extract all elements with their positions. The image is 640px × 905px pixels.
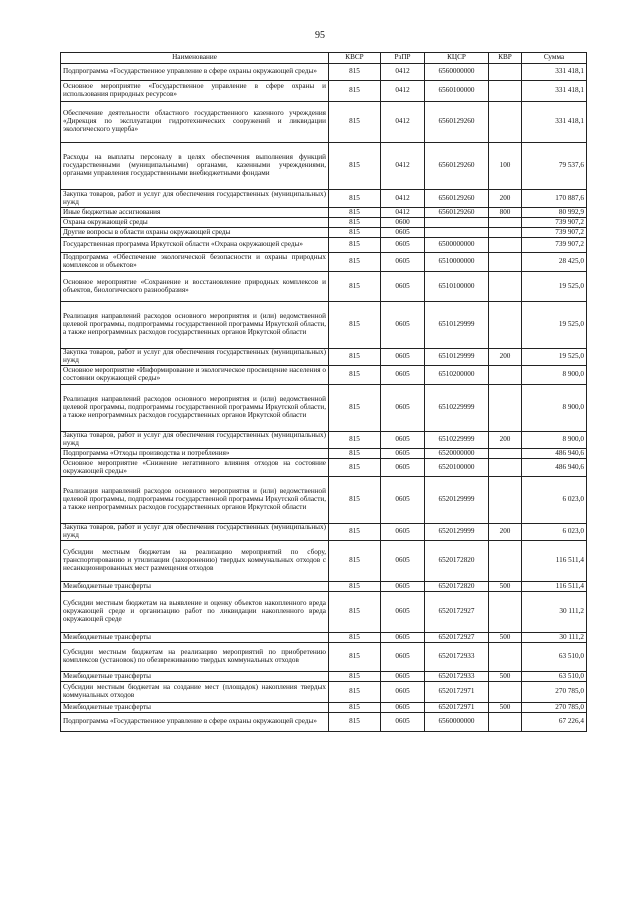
cell-name: Подпрограмма «Государственное управление в сфере охраны окружающей среды» [61,64,329,81]
cell-rzpr: 0605 [381,302,425,349]
cell-name: Иные бюджетные ассигнования [61,208,329,218]
cell-kvr [489,218,522,228]
budget-table [60,52,587,732]
cell-kvr [489,713,522,732]
cell-name: Субсидии местным бюджетам на реализацию мероприятий по приобретению комплексов (установок) по обезвреживанию твердых коммунальных отходов [61,643,329,672]
cell-kcsr: 6560129260 [425,102,489,143]
cell-kvsr: 815 [329,349,381,366]
cell-rzpr: 0605 [381,541,425,582]
cell-kvr: 200 [489,349,522,366]
cell-kvr [489,238,522,253]
header-rzpr: РзПР [381,53,425,64]
cell-kcsr: 6520172933 [425,643,489,672]
cell-name: Закупка товаров, работ и услуг для обеспечения государственных (муниципальных) нужд [61,190,329,208]
table-row [61,713,587,732]
cell-name: Реализация направлений расходов основного мероприятия и (или) ведомственной целевой программы, подпрограммы государственной программы Иркутской области, а также непрограммных расходов государственных органов Иркутской области [61,302,329,349]
cell-kcsr [425,228,489,238]
cell-name: Межбюджетные трансферты [61,582,329,592]
cell-kcsr: 6560000000 [425,64,489,81]
table-row [61,228,587,238]
cell-kvsr: 815 [329,643,381,672]
cell-sum: 270 785,0 [522,703,587,713]
table-row [61,81,587,102]
cell-kvsr: 815 [329,208,381,218]
cell-kvsr: 815 [329,524,381,541]
cell-rzpr: 0605 [381,385,425,432]
cell-rzpr: 0605 [381,672,425,682]
cell-kvr [489,541,522,582]
cell-kcsr: 6520172820 [425,541,489,582]
cell-kcsr: 6560000000 [425,713,489,732]
table-body [61,64,587,732]
cell-kvr [489,366,522,385]
cell-kvsr: 815 [329,143,381,190]
cell-sum: 19 525,0 [522,302,587,349]
cell-kvsr: 815 [329,633,381,643]
cell-kvsr: 815 [329,366,381,385]
cell-sum: 739 907,2 [522,218,587,228]
cell-rzpr: 0605 [381,524,425,541]
cell-name: Субсидии местным бюджетам на реализацию мероприятий по сбору, транспортированию и утилизации (захоронению) твердых коммунальных отходов с несанкционированных мест размещения отходов [61,541,329,582]
cell-sum: 63 510,0 [522,643,587,672]
table-row [61,102,587,143]
cell-rzpr: 0605 [381,477,425,524]
table-row [61,253,587,272]
cell-name: Подпрограмма «Государственное управление в сфере охраны окружающей среды» [61,713,329,732]
cell-kcsr: 6510229999 [425,432,489,449]
cell-sum: 486 940,6 [522,459,587,477]
cell-kvr: 800 [489,208,522,218]
cell-kvsr: 815 [329,102,381,143]
cell-kvr: 200 [489,190,522,208]
cell-sum: 170 887,6 [522,190,587,208]
cell-rzpr: 0605 [381,459,425,477]
table-row [61,682,587,703]
cell-kcsr: 6520000000 [425,449,489,459]
cell-sum: 739 907,2 [522,228,587,238]
table-row [61,64,587,81]
cell-kcsr: 6500000000 [425,238,489,253]
cell-rzpr: 0605 [381,703,425,713]
table-row [61,302,587,349]
cell-kcsr: 6520100000 [425,459,489,477]
cell-rzpr: 0605 [381,592,425,633]
table-row [61,208,587,218]
cell-kvr [489,253,522,272]
cell-sum: 67 226,4 [522,713,587,732]
table-row [61,366,587,385]
cell-kcsr: 6520129999 [425,477,489,524]
table-row [61,143,587,190]
table-row [61,541,587,582]
cell-kvsr: 815 [329,582,381,592]
cell-name: Закупка товаров, работ и услуг для обеспечения государственных (муниципальных) нужд [61,432,329,449]
cell-sum: 739 907,2 [522,238,587,253]
cell-sum: 331 418,1 [522,81,587,102]
cell-sum: 28 425,0 [522,253,587,272]
cell-kcsr: 6510100000 [425,272,489,302]
cell-kvsr: 815 [329,302,381,349]
cell-kvsr: 815 [329,432,381,449]
cell-name: Межбюджетные трансферты [61,672,329,682]
cell-rzpr: 0600 [381,218,425,228]
cell-kcsr [425,218,489,228]
cell-kvr: 500 [489,582,522,592]
cell-kvr [489,682,522,703]
header-kcsr: КЦСР [425,53,489,64]
cell-kvr [489,302,522,349]
header-sum: Сумма [522,53,587,64]
cell-sum: 6 023,0 [522,477,587,524]
cell-rzpr: 0412 [381,143,425,190]
cell-rzpr: 0412 [381,102,425,143]
cell-sum: 30 111,2 [522,592,587,633]
cell-kvr [489,449,522,459]
cell-name: Основное мероприятие «Информирование и экологическое просвещение населения о состоянии окружающей среды» [61,366,329,385]
cell-kcsr: 6510000000 [425,253,489,272]
cell-sum: 116 511,4 [522,541,587,582]
cell-kvsr: 815 [329,385,381,432]
cell-kcsr: 6520172971 [425,703,489,713]
cell-rzpr: 0605 [381,449,425,459]
cell-kvr [489,459,522,477]
cell-kvr [489,385,522,432]
cell-name: Субсидии местным бюджетам на создание мест (площадок) накопления твердых коммунальных отходов [61,682,329,703]
cell-kvr: 500 [489,633,522,643]
cell-kcsr: 6560129260 [425,208,489,218]
cell-kcsr: 6560100000 [425,81,489,102]
cell-name: Межбюджетные трансферты [61,633,329,643]
cell-sum: 8 900,0 [522,432,587,449]
cell-kcsr: 6520172971 [425,682,489,703]
table-row [61,238,587,253]
cell-name: Подпрограмма «Обеспечение экологической безопасности и охраны природных комплексов и объектов» [61,253,329,272]
cell-name: Реализация направлений расходов основного мероприятия и (или) ведомственной целевой программы, подпрограммы государственной программы Иркутской области, а также непрограммных расходов государственных органов Иркутской области [61,385,329,432]
cell-name: Реализация направлений расходов основного мероприятия и (или) ведомственной целевой программы, подпрограммы государственной программы Иркутской области, а также непрограммных расходов государственных органов Иркутской области [61,477,329,524]
cell-kvr: 500 [489,703,522,713]
cell-kcsr: 6520172820 [425,582,489,592]
table-row [61,459,587,477]
cell-kvr [489,102,522,143]
cell-kcsr: 6520172933 [425,672,489,682]
table-row [61,477,587,524]
cell-rzpr: 0605 [381,633,425,643]
cell-kvsr: 815 [329,682,381,703]
cell-sum: 331 418,1 [522,64,587,81]
table-row [61,385,587,432]
cell-name: Закупка товаров, работ и услуг для обеспечения государственных (муниципальных) нужд [61,524,329,541]
cell-rzpr: 0605 [381,349,425,366]
table-header-row [61,53,587,64]
cell-sum: 116 511,4 [522,582,587,592]
cell-rzpr: 0605 [381,643,425,672]
cell-rzpr: 0412 [381,81,425,102]
cell-rzpr: 0605 [381,432,425,449]
cell-kvsr: 815 [329,190,381,208]
table-row [61,672,587,682]
cell-name: Расходы на выплаты персоналу в целях обеспечения выполнения функций государственными (муниципальными) органами, казенными учреждениями, органами управления государственными внебюджетными фондами [61,143,329,190]
table-row [61,633,587,643]
cell-sum: 19 525,0 [522,349,587,366]
cell-kvsr: 815 [329,592,381,633]
cell-kvsr: 815 [329,703,381,713]
page-number: 95 [315,30,325,41]
table-row [61,449,587,459]
table-row [61,349,587,366]
cell-name: Другие вопросы в области охраны окружающей среды [61,228,329,238]
cell-kvsr: 815 [329,218,381,228]
cell-sum: 486 940,6 [522,449,587,459]
cell-kcsr: 6560129260 [425,143,489,190]
cell-kcsr: 6510200000 [425,366,489,385]
cell-sum: 63 510,0 [522,672,587,682]
cell-kvr [489,228,522,238]
cell-rzpr: 0605 [381,272,425,302]
cell-rzpr: 0605 [381,682,425,703]
cell-kcsr: 6510129999 [425,302,489,349]
table-row [61,190,587,208]
cell-sum: 8 900,0 [522,366,587,385]
cell-sum: 19 525,0 [522,272,587,302]
cell-kvsr: 815 [329,238,381,253]
cell-kvr [489,64,522,81]
cell-sum: 331 418,1 [522,102,587,143]
table-row [61,643,587,672]
cell-kvr: 100 [489,143,522,190]
cell-kvr [489,81,522,102]
cell-kvsr: 815 [329,272,381,302]
cell-kcsr: 6560129260 [425,190,489,208]
cell-kcsr: 6520172927 [425,633,489,643]
cell-rzpr: 0605 [381,582,425,592]
cell-kvsr: 815 [329,81,381,102]
cell-kvsr: 815 [329,672,381,682]
cell-kcsr: 6510129999 [425,349,489,366]
cell-rzpr: 0605 [381,253,425,272]
cell-kvsr: 815 [329,228,381,238]
cell-rzpr: 0605 [381,713,425,732]
cell-kcsr: 6520129999 [425,524,489,541]
cell-name: Обеспечение деятельности областного государственного казенного учреждения «Дирекция по эксплуатации гидротехнических сооружений и ликвидации экологического ущерба» [61,102,329,143]
cell-kvsr: 815 [329,64,381,81]
cell-name: Государственная программа Иркутской области «Охрана окружающей среды» [61,238,329,253]
cell-kvr [489,643,522,672]
cell-kvr [489,592,522,633]
cell-name: Охрана окружающей среды [61,218,329,228]
cell-kcsr: 6510229999 [425,385,489,432]
table-row [61,432,587,449]
cell-kvsr: 815 [329,253,381,272]
cell-name: Подпрограмма «Отходы производства и потребления» [61,449,329,459]
table-row [61,592,587,633]
header-kvr: КВР [489,53,522,64]
cell-kvsr: 815 [329,459,381,477]
table-row [61,703,587,713]
cell-sum: 270 785,0 [522,682,587,703]
cell-name: Закупка товаров, работ и услуг для обеспечения государственных (муниципальных) нужд [61,349,329,366]
cell-rzpr: 0412 [381,190,425,208]
cell-name: Субсидии местным бюджетам на выявление и оценку объектов накопленного вреда окружающей среде и организацию работ по ликвидации накопленного вреда окружающей среде [61,592,329,633]
cell-rzpr: 0605 [381,228,425,238]
cell-kvsr: 815 [329,713,381,732]
header-kvsr: КВСР [329,53,381,64]
cell-rzpr: 0605 [381,238,425,253]
cell-kvr: 200 [489,524,522,541]
cell-sum: 30 111,2 [522,633,587,643]
header-name: Наименование [61,53,329,64]
cell-name: Основное мероприятие «Государственное управление в сфере охраны и использования природных ресурсов» [61,81,329,102]
cell-name: Основное мероприятие «Сохранение и восстановление природных комплексов и объектов, биологического разнообразия» [61,272,329,302]
cell-kvsr: 815 [329,477,381,524]
cell-kvsr: 815 [329,541,381,582]
table-row [61,524,587,541]
cell-kvr [489,272,522,302]
cell-sum: 80 992,9 [522,208,587,218]
cell-rzpr: 0412 [381,64,425,81]
cell-sum: 79 537,6 [522,143,587,190]
cell-name: Межбюджетные трансферты [61,703,329,713]
cell-name: Основное мероприятие «Снижение негативного влияния отходов на состояние окружающей среды» [61,459,329,477]
cell-sum: 6 023,0 [522,524,587,541]
cell-kvr: 500 [489,672,522,682]
cell-kvr: 200 [489,432,522,449]
table-row [61,218,587,228]
table-row [61,582,587,592]
cell-rzpr: 0605 [381,366,425,385]
cell-kvsr: 815 [329,449,381,459]
table-row [61,272,587,302]
cell-kcsr: 6520172927 [425,592,489,633]
cell-sum: 8 900,0 [522,385,587,432]
cell-rzpr: 0412 [381,208,425,218]
cell-kvr [489,477,522,524]
